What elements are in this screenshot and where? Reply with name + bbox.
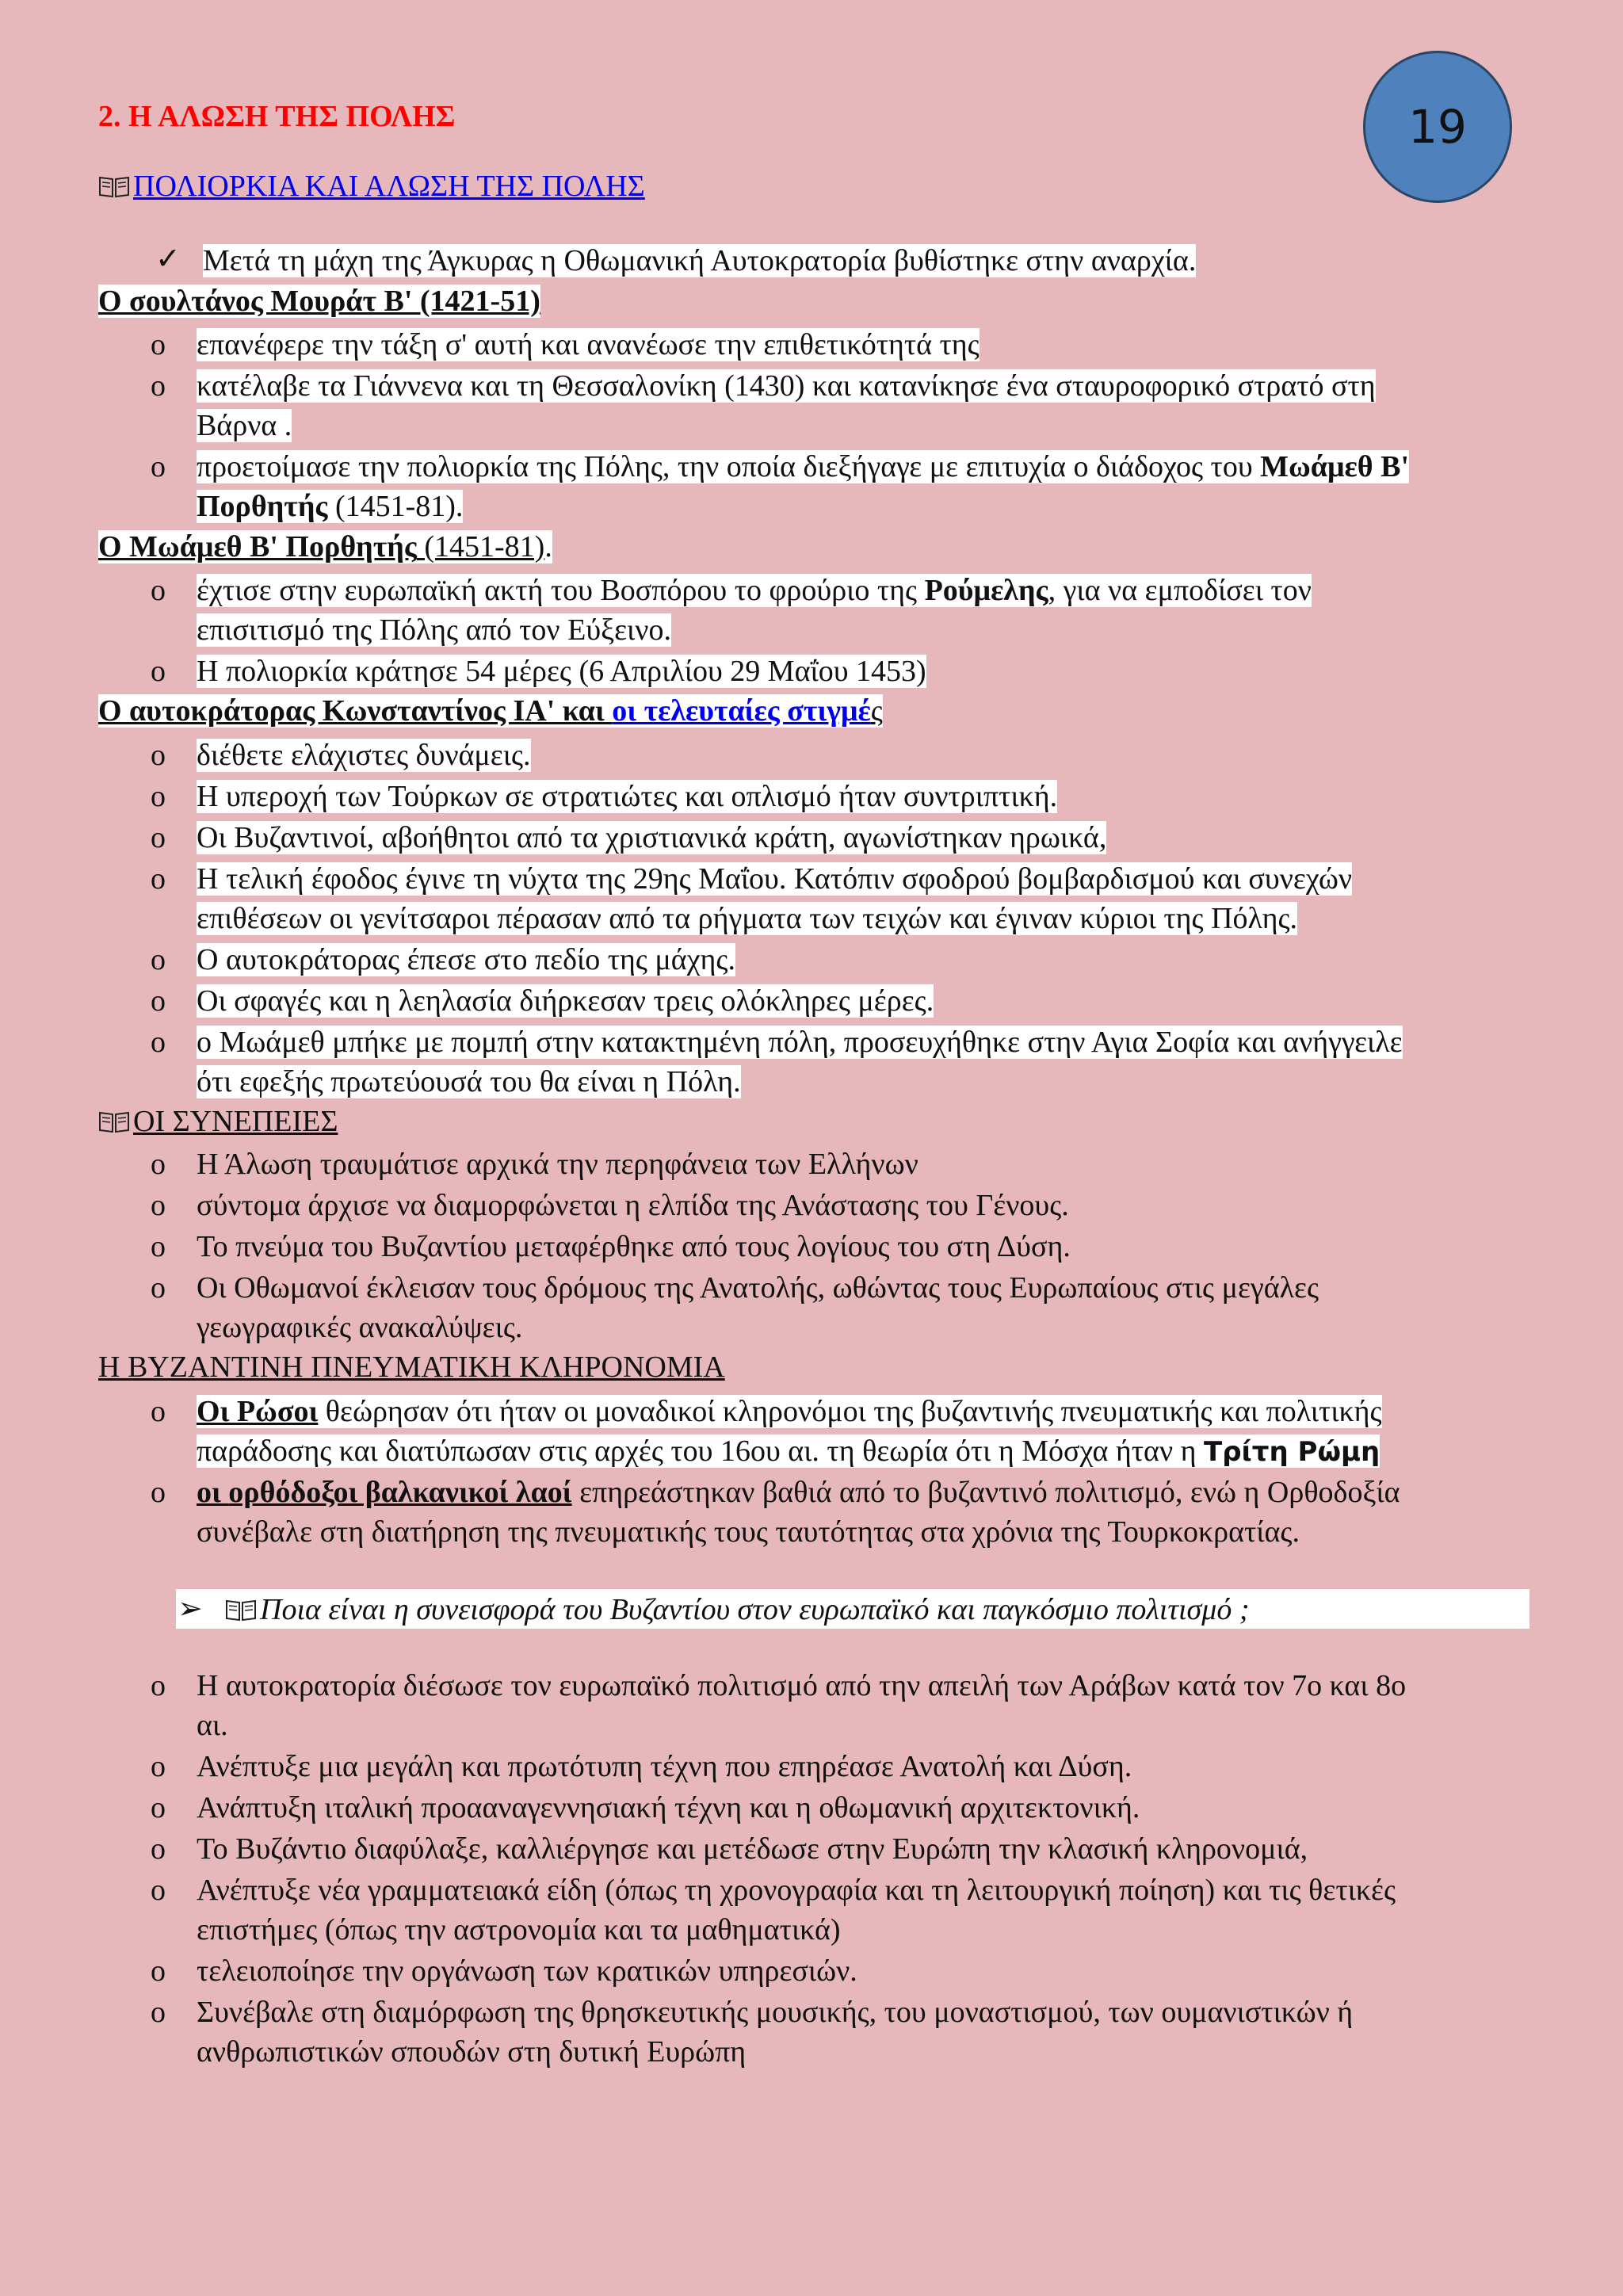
list-item-cont: συνέβαλε στη διατήρηση της πνευματικής τους ταυτότητας στα χρόνια της Τουρκοκρατίας. (197, 1515, 1300, 1549)
list-item (197, 981, 934, 1021)
bullet: o (151, 862, 166, 896)
constantine-item-6: Οι σφαγές και η λεηλασία διήρκεσαν τρεις ολόκληρες μέρες. (197, 984, 934, 1018)
mehmed-item-1-bold: Ρούμελης (924, 574, 1048, 607)
legacy-item-1-text: θεώρησαν ότι ήταν οι μοναδικοί κληρονόμοι της βυζαντινής πνευματικής και πολιτικής (318, 1395, 1382, 1428)
bullet: o (151, 1148, 166, 1181)
question-row (225, 1590, 1250, 1629)
list-item (197, 735, 531, 775)
list-item-cont: επιστήμες (όπως την αστρονομία και τα μαθηματικά) (197, 1913, 841, 1946)
last-moments-link[interactable]: οι τελευταίες στιγμέ (612, 694, 871, 728)
constantine-item-5: Ο αυτοκράτορας έπεσε στο πεδίο της μάχης. (197, 943, 735, 976)
murad-item-2-line-1: κατέλαβε τα Γιάννενα και τη Θεσσαλονίκη (1430) και κατανίκησε ένα σταυροφορικό στρατό στη (197, 369, 1376, 403)
constantine-item-2: Η υπεροχή των Τούρκων σε στρατιώτες και οπλισμό ήταν συντριπτική. (197, 780, 1058, 813)
page-number-badge (1363, 51, 1512, 203)
question-text: Ποια είναι η συνεισφορά του Βυζαντίου στον ευρωπαϊκό και παγκόσμιο πολιτισμό ; (260, 1593, 1250, 1626)
list-item: Ανέπτυξε μια μεγάλη και πρωτότυπη τέχνη που επηρέασε Ανατολή και Δύση. (197, 1750, 1132, 1783)
bullet: o (151, 739, 166, 772)
bullet: o (151, 1669, 166, 1702)
constantine-item-3: Οι Βυζαντινοί, αβοήθητοι από τα χριστιανικά κράτη, αγωνίστηκαν ηρωικά, (197, 821, 1107, 854)
check-icon: ✓ (155, 243, 181, 276)
list-item (197, 447, 1409, 487)
bullet: o (151, 1395, 166, 1428)
book-icon (98, 1110, 130, 1133)
consequences-heading: ΟΙ ΣΥΝΕΠΕΙΕΣ (133, 1105, 338, 1138)
list-item (197, 1473, 1400, 1512)
bullet: o (151, 369, 166, 403)
list-item-cont: αι. (197, 1709, 228, 1742)
list-item (197, 940, 735, 980)
section-title: 2. Η ΑΛΩΣΗ ΤΗΣ ΠΟΛΗΣ (98, 100, 456, 133)
bullet: o (151, 1874, 166, 1907)
list-item-cont (197, 1062, 741, 1102)
constantine-heading-text: Ο αυτοκράτορας Κωνσταντίνος ΙΑ' και (98, 694, 613, 728)
constantine-heading (98, 691, 883, 731)
murad-item-3-bold: Μωάμεθ Β' (1260, 450, 1410, 483)
book-icon (225, 1598, 257, 1622)
list-item-cont (197, 487, 463, 526)
list-item: Το πνεύμα του Βυζαντίου μεταφέρθηκε από τους λογίους του στη Δύση. (197, 1230, 1071, 1263)
bullet: o (151, 1476, 166, 1509)
murad-item-3-bold-2: Πορθητής (197, 490, 328, 523)
mehmed-item-1-text: έχτισε στην ευρωπαϊκή ακτή του Βοσπόρου το φρούριο της (197, 574, 925, 607)
book-icon (98, 174, 130, 198)
list-item: Ανέπτυξε νέα γραμματειακά είδη (όπως τη χρονογραφία και τη λειτουργική ποίηση) και τις θετικές (197, 1874, 1396, 1907)
list-item (197, 571, 1312, 610)
list-item-cont (197, 1431, 1380, 1472)
arrow-bullet-icon: ➢ (178, 1592, 203, 1626)
bullet: o (151, 1996, 166, 2029)
list-item (197, 325, 980, 365)
bullet: o (151, 1791, 166, 1824)
mehmed-item-2: Η πολιορκία κράτησε 54 μέρες (6 Απριλίου 29 Μαΐου 1453) (197, 655, 926, 688)
murad-item-2-line-2: Βάρνα . (197, 409, 292, 442)
mehmed-heading-years: (1451-81) (416, 530, 545, 563)
legacy-item-1-line-2: παράδοσης και διατύπωσαν στις αρχές του 16ου αι. τη θεωρία ότι η Μόσχα ήταν η (197, 1435, 1205, 1468)
constantine-item-1: διέθετε ελάχιστες δυνάμεις. (197, 739, 531, 772)
list-item (197, 1392, 1382, 1431)
bullet: o (151, 574, 166, 607)
murad-item-1: επανέφερε την τάξη σ' αυτή και ανανέωσε την επιθετικότητά της (197, 328, 980, 361)
list-item-cont (197, 899, 1297, 938)
page-number: 19 (1408, 100, 1467, 154)
bullet: o (151, 1026, 166, 1059)
check-item-text: Μετά τη μάχη της Άγκυρας η Οθωμανική Αυτοκρατορία βυθίστηκε στην αναρχία. (203, 244, 1197, 277)
murad-item-3-text: προετοίμασε την πολιορκία της Πόλης, την οποία διεξήγαγε με επιτυχία ο διάδοχος του (197, 450, 1261, 483)
list-item-cont (197, 406, 292, 445)
constantine-item-4-line-1: Η τελική έφοδος έγινε τη νύχτα της 29ης Μαΐου. Κατόπιν σφοδρού βομβαρδισμού και συνεχών (197, 862, 1353, 896)
mehmed-heading (98, 527, 552, 567)
list-item (197, 651, 926, 691)
bullet: o (151, 450, 166, 483)
list-item: τελειοποίησε την οργάνωση των κρατικών υπηρεσιών. (197, 1954, 857, 1988)
list-item: Το Βυζάντιο διαφύλαξε, καλλιέργησε και μετέδωσε στην Ευρώπη την κλασική κληρονομιά, (197, 1832, 1308, 1866)
legacy-heading: Η ΒΥΖΑΝΤΙΝΗ ΠΝΕΥΜΑΤΙΚΗ ΚΛΗΡΟΝΟΜΙΑ (98, 1350, 725, 1384)
legacy-item-2-bold: ορθόδοξοι βαλκανικοί λαοί (228, 1476, 572, 1509)
list-item (197, 777, 1057, 816)
bullet: o (151, 984, 166, 1018)
list-item: Η Άλωση τραυμάτισε αρχικά την περηφάνεια των Ελλήνων (197, 1148, 918, 1181)
murad-heading (98, 281, 540, 321)
bullet: o (151, 1750, 166, 1783)
list-item (197, 859, 1352, 899)
consequences-heading-row (98, 1102, 338, 1141)
bullet: o (151, 821, 166, 854)
mehmed-heading-dot: . (544, 530, 552, 563)
list-item: Η αυτοκρατορία διέσωσε τον ευρωπαϊκό πολιτισμό από την απειλή των Αράβων κατά τον 7ο και 8ο (197, 1669, 1407, 1702)
list-item: Συνέβαλε στη διαμόρφωση της θρησκευτικής μουσικής, του μοναστισμού, των ουμανιστικών ή (197, 1996, 1354, 2029)
list-item: Ανάπτυξη ιταλική προααναγεννησιακή τέχνη και η οθωμανική αρχιτεκτονική. (197, 1791, 1140, 1824)
bullet: o (151, 1271, 166, 1305)
mehmed-item-1-line-2: επισιτισμό της Πόλης από τον Εύξεινο. (197, 613, 671, 647)
legacy-item-1-bold: Οι Ρώσοι (197, 1395, 319, 1428)
siege-link-row (98, 166, 645, 206)
mehmed-item-1-tail: , για να εμποδίσει τον (1048, 574, 1312, 607)
bullet: o (151, 1230, 166, 1263)
constantine-heading-tail: ς (870, 694, 883, 728)
list-item: Οι Οθωμανοί έκλεισαν τους δρόμους της Ανατολής, ωθώντας τους Ευρωπαίους στις μεγάλες (197, 1271, 1319, 1305)
constantine-item-7-line-1: ο Μωάμεθ μπήκε με πομπή στην κατακτημένη πόλη, προσευχήθηκε στην Αγια Σοφία και ανήγγειλε (197, 1026, 1403, 1059)
legacy-item-2-text: επηρεάστηκαν βαθιά από το βυζαντινό πολιτισμό, ενώ η Ορθοδοξία (571, 1476, 1400, 1509)
mehmed-heading-name: Ο Μωάμεθ Β' Πορθητής (98, 530, 417, 563)
constantine-item-4-line-2: επιθέσεων οι γενίτσαροι πέρασαν από τα ρήγματα των τειχών και έγιναν κύριοι της Πόλης. (197, 902, 1298, 935)
bullet: o (151, 1189, 166, 1222)
list-item-cont (197, 610, 671, 650)
siege-link[interactable]: ΠΟΛΙΟΡΚΙΑ ΚΑΙ ΑΛΩΣΗ ΤΗΣ ΠΟΛΗΣ (133, 170, 645, 203)
list-item (197, 366, 1376, 406)
bullet: o (151, 1954, 166, 1988)
list-item-cont: ανθρωπιστικών σπουδών στη δυτική Ευρώπη (197, 2035, 747, 2069)
list-item: σύντομα άρχισε να διαμορφώνεται η ελπίδα της Ανάστασης του Γένους. (197, 1189, 1069, 1222)
list-item (197, 818, 1106, 858)
list-item (197, 1022, 1403, 1062)
murad-item-3-years: (1451-81). (327, 490, 464, 523)
bullet: o (151, 328, 166, 361)
third-rome: Τρίτη Ρώμη (1204, 1436, 1381, 1468)
bullet: o (151, 780, 166, 813)
bullet: o (151, 1832, 166, 1866)
constantine-item-7-line-2: ότι εφεξής πρωτεύουσά του θα είναι η Πόλη. (197, 1065, 741, 1098)
bullet: o (151, 943, 166, 976)
list-item-cont: γεωγραφικές ανακαλύψεις. (197, 1311, 523, 1344)
murad-heading-text: Ο σουλτάνος Μουράτ Β' (1421-51) (98, 285, 540, 318)
legacy-item-2-prefix: οι (197, 1476, 229, 1509)
bullet: o (151, 655, 166, 688)
check-item (203, 241, 1196, 281)
